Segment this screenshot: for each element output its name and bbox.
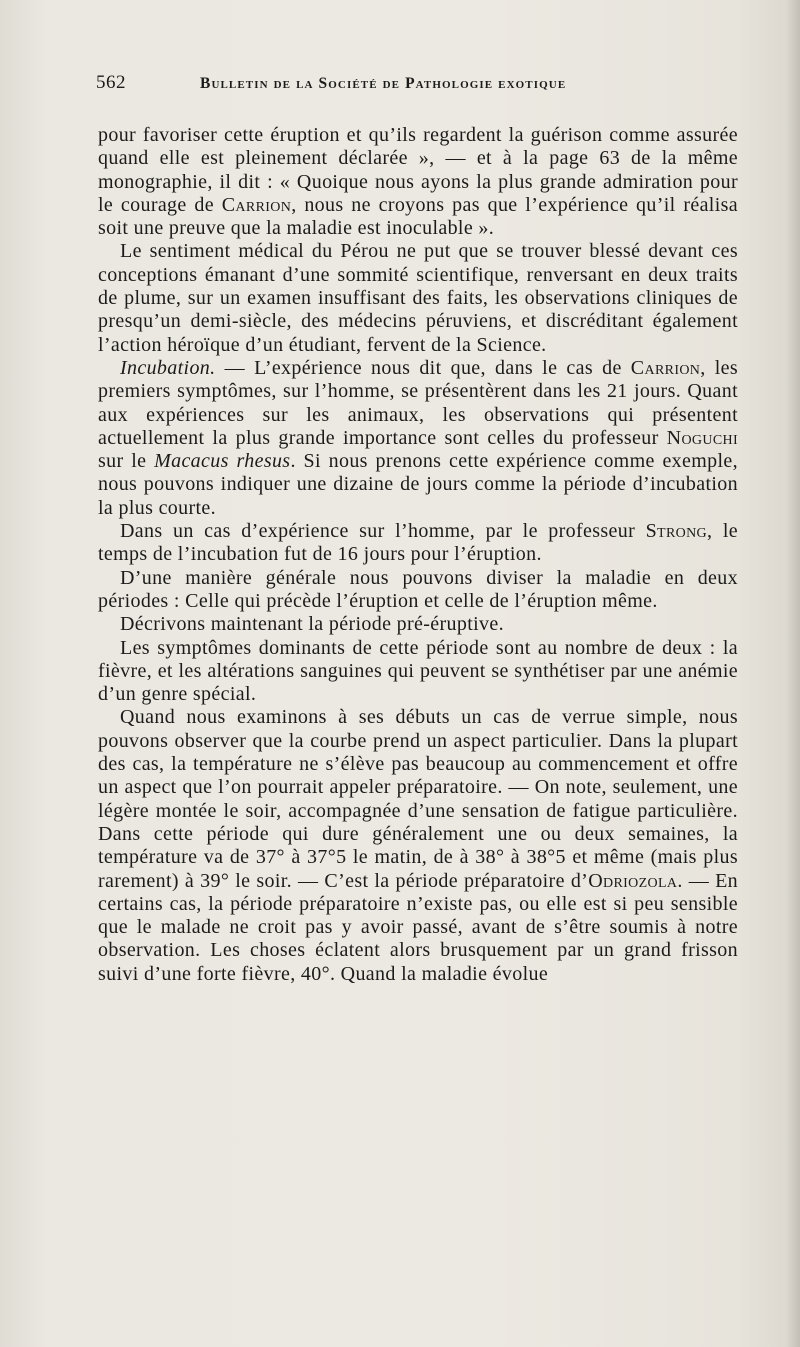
person-name: Strong <box>645 520 708 543</box>
text-run: , le temps de l’incubation fut de 16 jours pour l’éruption. <box>98 520 738 566</box>
text-run: Les symptômes dominants de cette période sont au nombre de deux : la fièvre, et les altérations sanguines qui peuvent se synthétiser par une anémie d’un genre spécial. <box>98 636 738 706</box>
text-run: . — En certains cas, la période préparatoire n’existe pas, ou elle est si peu sensible que le malade ne croit pas y avoir passé, avant de s’être soumis à notre observation. Les choses éclatent alors brusquement par un grand frisson suivi d’une forte fièvre, 40°. Quand la maladie évolue <box>98 869 738 985</box>
paragraph <box>98 706 738 986</box>
text-run: Le sentiment médical du Pérou ne put que se trouver blessé devant ces conceptions émanant d’une sommité scientifique, renversant en deux traits de plume, sur un examen insuffisant des faits, les observations cliniques de presqu’un demi-siècle, des médecins péruviens, et discréditant également l’action héroïque d’un étudiant, fervent de la Science. <box>98 240 738 356</box>
text-run: . Si nous prenons cette expérience comme exemple, nous pouvons indiquer une dizaine de jours comme la période d’incubation la plus courte. <box>98 450 738 519</box>
text-run: Dans un cas d’expérience sur l’homme, par le professeur <box>120 520 646 543</box>
italic-text: Incubation. <box>120 356 216 379</box>
paragraph <box>98 567 738 614</box>
page-header <box>96 70 656 104</box>
running-title: Bulletin de la Société de Pathologie exotique <box>200 75 567 92</box>
italic-text: Macacus rhesus <box>154 450 291 473</box>
text-run: D’une manière générale nous pouvons diviser la maladie en deux périodes : Celle qui précède l’éruption et celle de l’éruption même. <box>98 566 738 612</box>
paragraph <box>98 240 738 356</box>
paragraph <box>98 637 738 707</box>
text-run: — L’expérience nous dit que, dans le cas de <box>215 356 631 379</box>
paragraph <box>98 124 738 240</box>
body-text <box>98 124 738 986</box>
text-run: pour favoriser cette éruption et qu’ils regardent la guérison comme assurée quand elle est pleinement déclarée », — et à la page 63 de la même monographie, il dit : « Quoique nous ayons la plus grande admiration pour le courage de <box>98 124 738 216</box>
text-run: Quand nous examinons à ses débuts un cas de verrue simple, nous pouvons observer que la courbe prend un aspect particulier. Dans la plupart des cas, la température ne s’élève pas beaucoup au commencement et offre un aspect que l’on pourrait appeler préparatoire. — On note, seulement, une légère montée le soir, accompagnée d’une sensation de fatigue particulière. Dans cette période qui dure généralement une ou deux semaines, la température va de 37° à 37°5 le matin, de à 38° à 38°5 et même (mais plus rarement) à 39° le soir. — C’est la période préparatoire d’ <box>98 706 738 892</box>
page-edge-shadow <box>786 0 800 1347</box>
paragraph <box>98 613 738 636</box>
person-name: Noguchi <box>666 426 738 449</box>
paragraph <box>98 520 738 567</box>
person-name: Carrion <box>630 356 701 379</box>
person-name: Odriozola <box>588 869 678 892</box>
page-number: 562 <box>96 72 126 93</box>
text-run: sur le <box>98 450 155 473</box>
text-run: , nous ne croyons pas que l’expérience qu’il réalisa soit une preuve que la maladie est inoculable ». <box>98 193 738 240</box>
text-run: Décrivons maintenant la période pré-éruptive. <box>120 613 504 636</box>
paragraph <box>98 357 738 520</box>
person-name: Carrion <box>221 193 292 216</box>
text-run: , les premiers symptômes, sur l’homme, se présentèrent dans les 21 jours. Quant aux expériences sur les animaux, les observations qui présentent actuellement la plus grande importance sont celles du professeur <box>98 356 738 449</box>
